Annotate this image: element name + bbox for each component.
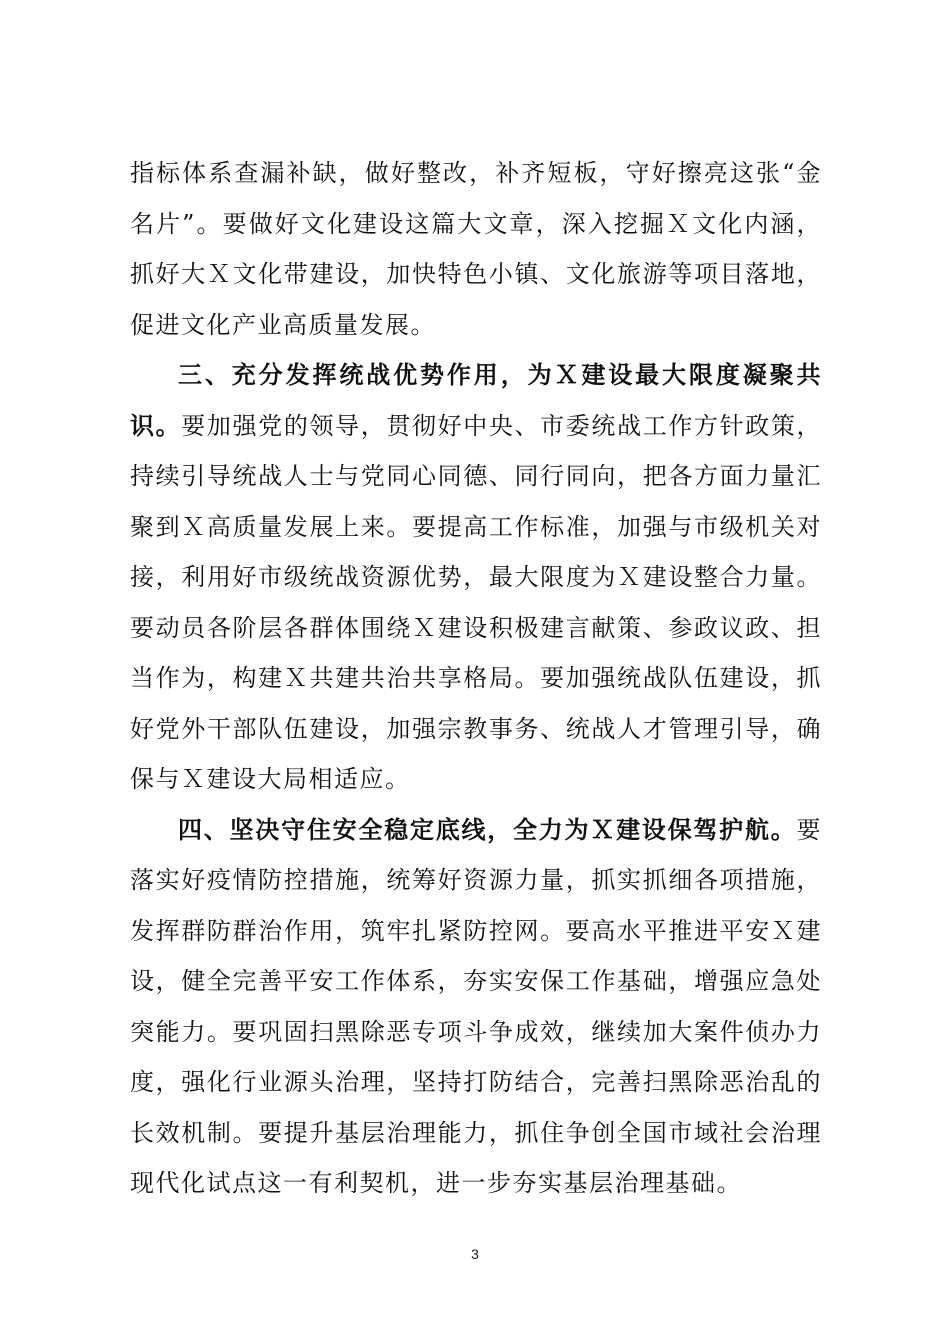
paragraph-text: 要加强党的领导，贯彻好中央、市委统战工作方针政策，持续引导统战人士与党同心同德、同行同向，把各方面力量汇聚到Ｘ高质量发展上来。要提高工作标准，加强与市级机关对接，利用好市级统战资源优势，最大限度为Ｘ建设整合力量。要动员各阶层各群体围绕Ｘ建设积极建言献策、参政议政、担当作为，构建Ｘ共建共治共享格局。要加强统战队伍建设，抓好党外干部队伍建设，加强宗教事务、统战人才管理引导，确保与Ｘ建设大局相适应。	[130, 411, 823, 793]
page-number: 3	[471, 1246, 479, 1262]
section-heading-four: 四、坚决守住安全稳定底线，全力为Ｘ建设保驾护航。	[178, 814, 797, 844]
paragraph-text: 要落实好疫情防控措施，统筹好资源力量，抓实抓细各项措施，发挥群防群治作用，筑牢扎紧防控网。要高水平推进平安Ｘ建设，健全完善平安工作体系，夯实安保工作基础，增强应急处突能力。要巩固扫黑除恶专项斗争成效，继续加大案件侦办力度，强化行业源头治理，坚持打防结合，完善扫黑除恶治乱的长效机制。要提升基层治理能力，抓住争创全国市域社会治理现代化试点这一有利契机，进一步夯实基层治理基础。	[130, 815, 822, 1197]
section-heading-three: 三、充分发挥统战优势作用，为Ｘ建设最大限度凝聚共识。	[130, 360, 822, 440]
paragraph-text: 指标体系查漏补缺，做好整改，补齐短板，守好擦亮这张“金名片”。要做好文化建设这篇大文章，深入挖掘Ｘ文化内涵，抓好大Ｘ文化带建设，加快特色小镇、文化旅游等项目落地，促进文化产业高质量发展。	[130, 159, 822, 339]
paragraph-security	[130, 805, 822, 1209]
paragraph-culture-continuation	[130, 148, 822, 350]
document-body	[130, 148, 822, 1209]
paragraph-united-front	[130, 350, 822, 805]
